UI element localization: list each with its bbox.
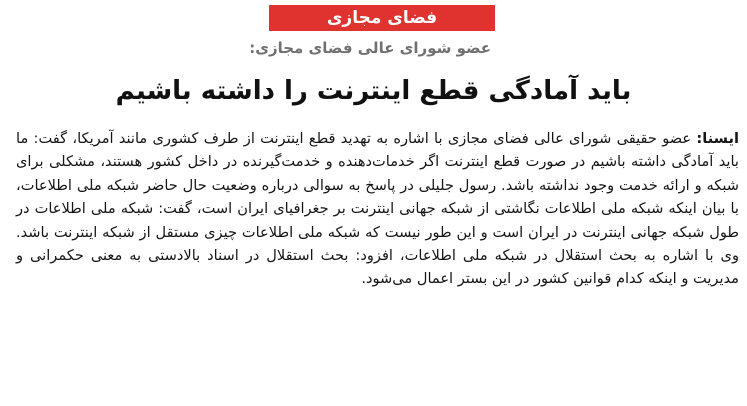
body-paragraph: عضو حقیقی شورای عالی فضای مجازی با اشاره به تهدید قطع اینترنت از طرف کشوری مانند آمریکا، گفت: ما باید آمادگی داشته باشیم در صورت قطع اینترنت اگر خدمات‌دهنده و خدمت‌گیرنده در داخل کشور هستند، مشکلی برای شبکه و ارائه خدمت وجود نداشته باشد. رسول جلیلی در پاسخ به سوالی درباره وضعیت حال حاضر شبکه ملی اطلاعات، با بیان اینکه شبکه ملی اطلاعات نگاشتی از شبکه جهانی اینترنت بر جغرافیای ایران است، گفت: شبکه ملی اطلاعات در طول شبکه جهانی اینترنت در ایران است و این طور نیست که شبکه ملی اطلاعات چیزی مستقل از شبکه اینترنت باشد. وی با اشاره به بحث استقلال در شبکه ملی اطلاعات، افزود: بحث استقلال در اسناد بالادستی به معنی حکمرانی و مدیریت و اینکه کدام قوانین کشور در این بستر اعمال می‌شود. [16, 130, 739, 288]
article-body [16, 127, 739, 291]
section-label: فضای مجازی [269, 5, 495, 31]
headline: باید آمادگی قطع اینترنت را داشته باشیم [115, 76, 632, 106]
source-lead: ایسنا: [696, 130, 739, 147]
kicker: عضو شورای عالی فضای مجازی: [249, 39, 491, 57]
